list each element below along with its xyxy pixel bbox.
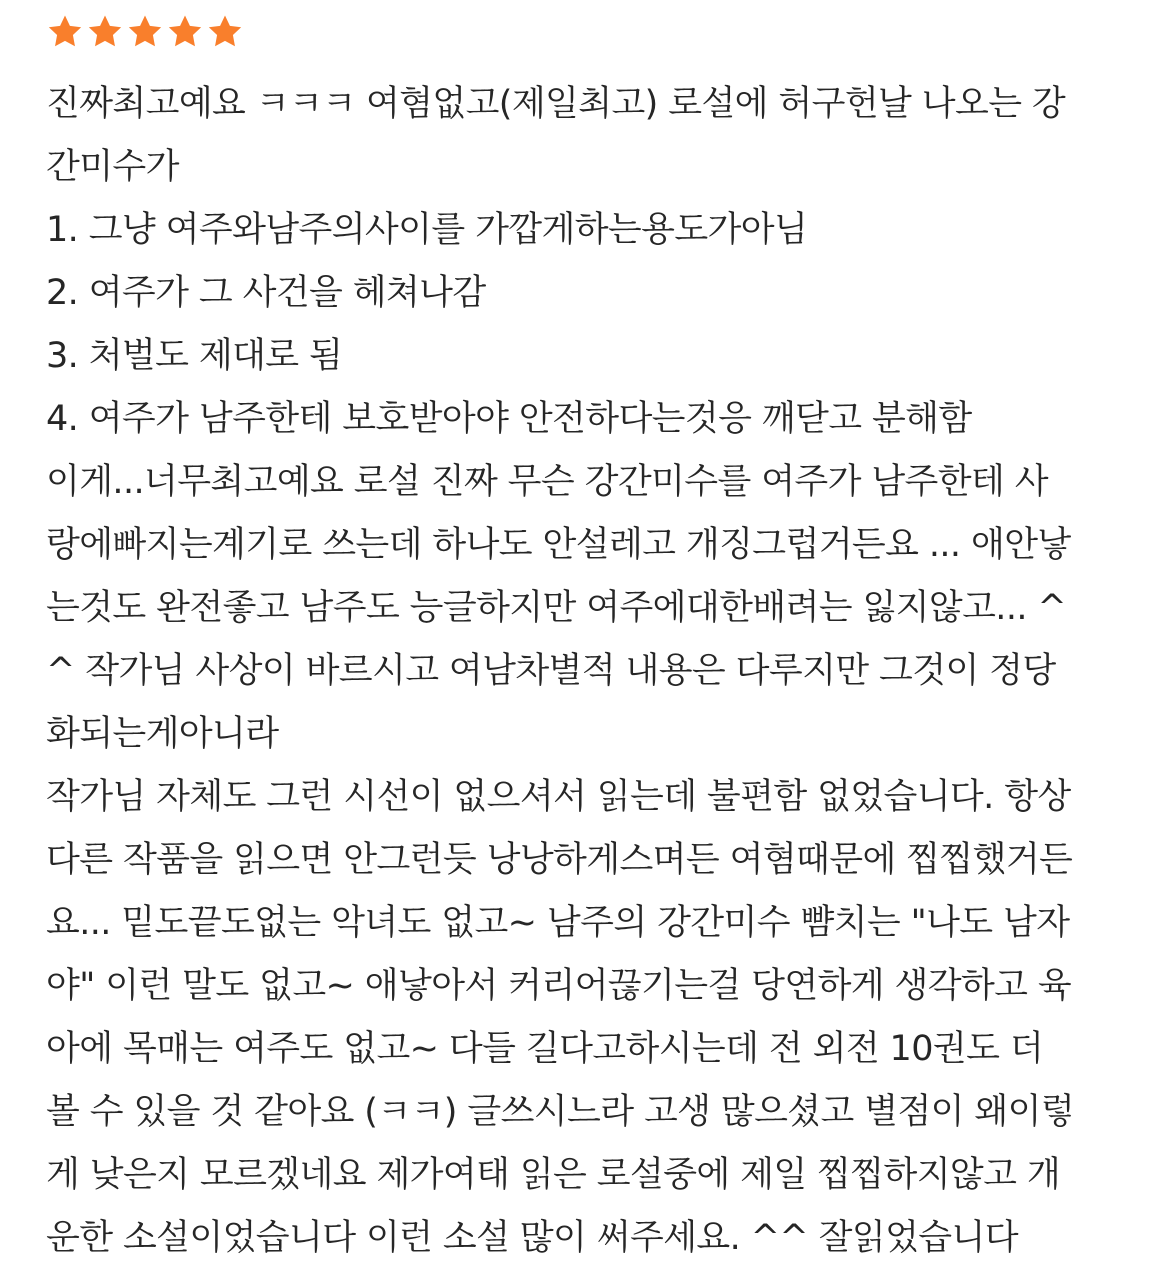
review-line: 간미수가 <box>46 147 179 187</box>
star-rating <box>46 12 1146 52</box>
review-line: 볼 수 있을 것 같아요 (ㅋㅋ) 글쓰시느라 고생 많으셨고 별점이 왜이렇 <box>46 1092 1075 1132</box>
review-line: ^ 작가님 사상이 바르시고 여남차별적 내용은 다루지만 그것이 정당 <box>46 651 1056 691</box>
star-icon <box>46 13 84 51</box>
review-line: 화되는게아니라 <box>46 714 279 754</box>
review-line: 다른 작품을 읽으면 안그런듯 낭낭하게스며든 여혐때문에 찝찝했거든 <box>46 840 1073 880</box>
star-icon <box>86 13 124 51</box>
review-card <box>46 12 1146 1270</box>
review-line: 작가님 자체도 그런 시선이 없으셔서 읽는데 불편함 없었습니다. 항상 <box>46 777 1071 817</box>
star-icon <box>126 13 164 51</box>
review-text <box>46 73 1146 1270</box>
star-icon <box>166 13 204 51</box>
review-line: 게 낮은지 모르겠네요 제가여태 읽은 로설중에 제일 찝찝하지않고 개 <box>46 1155 1061 1195</box>
review-line: 운한 소설이었습니다 이런 소설 많이 써주세요. ^^ 잘읽었습니다 <box>46 1218 1018 1258</box>
review-line: 1. 그냥 여주와남주의사이를 가깝게하는용도가아님 <box>46 210 808 250</box>
review-line: 아에 목매는 여주도 없고~ 다들 길다고하시는데 전 외전 10권도 더 <box>46 1029 1044 1069</box>
review-line: 랑에빠지는계기로 쓰는데 하나도 안설레고 개징그럽거든요 ... 애안낳 <box>46 525 1071 565</box>
review-line: 요... 밑도끝도없는 악녀도 없고~ 남주의 강간미수 뺨치는 "나도 남자 <box>46 903 1070 943</box>
review-line: 는것도 완전좋고 남주도 능글하지만 여주에대한배려는 잃지않고... ^ <box>46 588 1067 628</box>
review-line: 야" 이런 말도 없고~ 애낳아서 커리어끊기는걸 당연하게 생각하고 육 <box>46 966 1072 1006</box>
review-line: 이게...너무최고예요 로설 진짜 무슨 강간미수를 여주가 남주한테 사 <box>46 462 1048 502</box>
review-line: 4. 여주가 남주한테 보호받아야 안전하다는것응 깨닫고 분해함 <box>46 399 972 439</box>
review-line: 진짜최고예요 ㅋㅋㅋ 여혐없고(제일최고) 로설에 허구헌날 나오는 강 <box>46 84 1066 124</box>
review-line: 3. 처벌도 제대로 됨 <box>46 336 343 376</box>
star-icon <box>206 13 244 51</box>
review-line: 2. 여주가 그 사건을 헤쳐나감 <box>46 273 486 313</box>
